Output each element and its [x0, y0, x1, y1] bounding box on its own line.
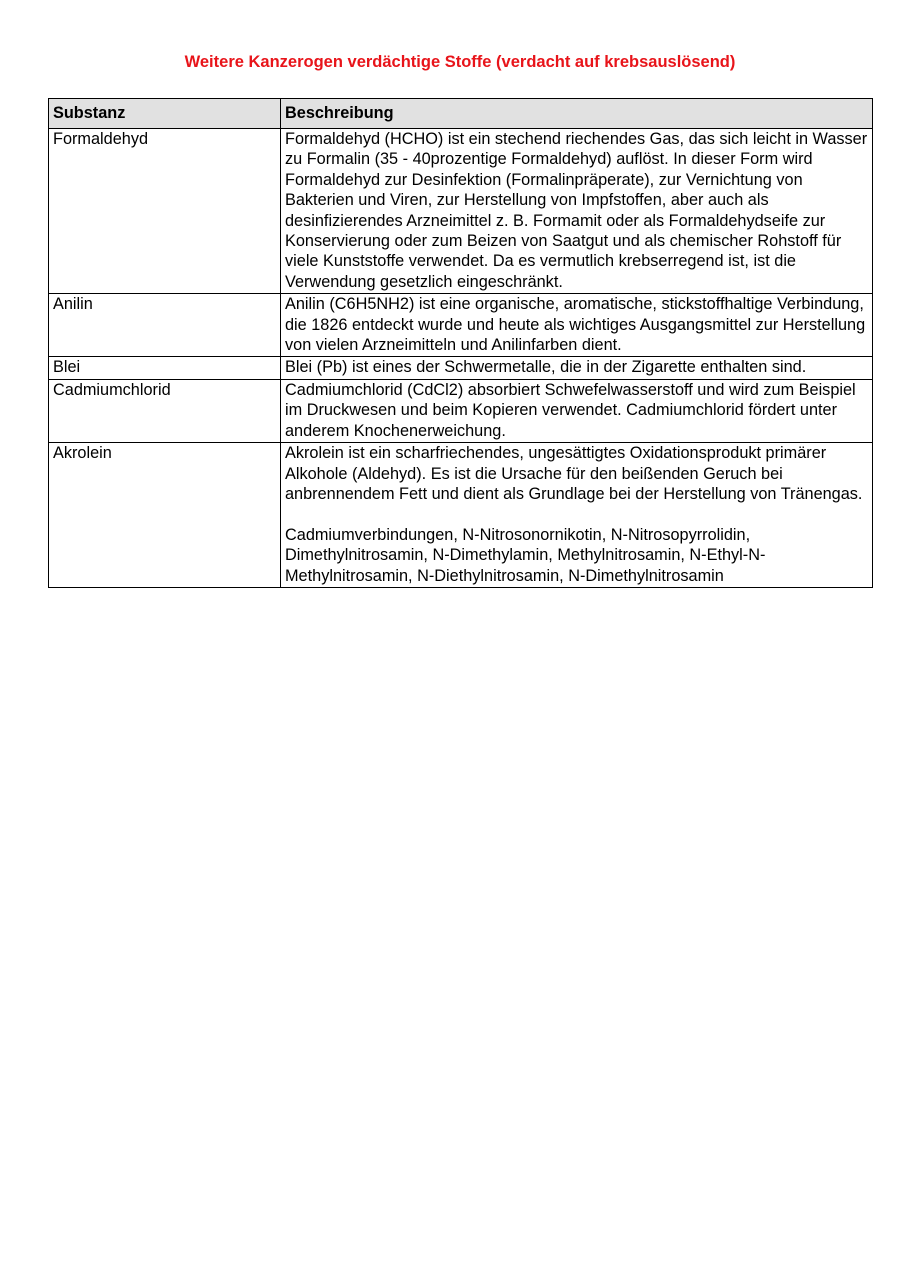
- table-header-row: [49, 99, 873, 129]
- substance-cell: Akrolein: [49, 443, 281, 588]
- table-row-formaldehyd: [49, 129, 873, 294]
- header-substance: Substanz: [49, 99, 281, 129]
- description-cell: [281, 379, 873, 442]
- table-row-akrolein: [49, 443, 873, 588]
- table-row-cadmiumchlorid: [49, 379, 873, 442]
- description-paragraph: Formaldehyd (HCHO) ist ein stechend riechendes Gas, das sich leicht in Wasser zu Formalin (35 - 40prozentige Formaldehyd) auflöst. In dieser Form wird Formaldehyd zur Desinfektion (Formalinpräperate), zur Vernichtung von Bakterien und Viren, zur Herstellung von Impfstoffen, aber auch als desinfizierendes Arzneimittel z. B. Formamit oder als Formaldehydseife zur Konservierung oder zum Beizen von Saatgut und als chemischer Rohstoff für viele Kunststoffe verwendet. Da es vermutlich krebserregend ist, ist die Verwendung gesetzlich eingeschränkt.: [285, 130, 868, 291]
- description-paragraph: Anilin (C6H5NH2) ist eine organische, aromatische, stickstoffhaltige Verbindung, die 1826 entdeckt wurde und heute als wichtiges Ausgangsmittel zur Herstellung von vielen Arzneimitteln und Anilinfarben dient.: [285, 295, 866, 355]
- table-row-anilin: [49, 294, 873, 357]
- page-title: Weitere Kanzerogen verdächtige Stoffe (verdacht auf krebsauslösend): [184, 53, 736, 71]
- description-cell: [281, 357, 873, 379]
- description-paragraph: Cadmiumchlorid (CdCl2) absorbiert Schwefelwasserstoff und wird zum Beispiel im Druckwesen und beim Kopieren verwendet. Cadmiumchlorid fördert unter anderem Knochenerweichung.: [285, 380, 856, 440]
- substance-table: [48, 98, 873, 588]
- table-row-blei: [49, 357, 873, 379]
- description-cell: [281, 443, 873, 588]
- description-paragraph: Blei (Pb) ist eines der Schwermetalle, die in der Zigarette enthalten sind.: [285, 358, 807, 377]
- description-cell: [281, 129, 873, 294]
- description-cell: [281, 294, 873, 357]
- substance-cell: Cadmiumchlorid: [49, 379, 281, 442]
- substance-cell: Blei: [49, 357, 281, 379]
- substance-cell: Anilin: [49, 294, 281, 357]
- header-description: Beschreibung: [281, 99, 873, 129]
- description-paragraph: Akrolein ist ein scharfriechendes, ungesättigtes Oxidationsprodukt primärer Alkohole (Aldehyd). Es ist die Ursache für den beißenden Geruch bei anbrennendem Fett und dient als Grundlage bei der Herstellung von Tränengas.: [285, 444, 863, 503]
- description-paragraph: Cadmiumverbindungen, N-Nitrosonornikotin, N-Nitrosopyrrolidin, Dimethylnitrosamin, N-Dimethylamin, Methylnitrosamin, N-Ethyl-N-Methylnitrosamin, N-Diethylnitrosamin, N-Dimethylnitrosamin: [285, 525, 766, 585]
- substance-cell: Formaldehyd: [49, 129, 281, 294]
